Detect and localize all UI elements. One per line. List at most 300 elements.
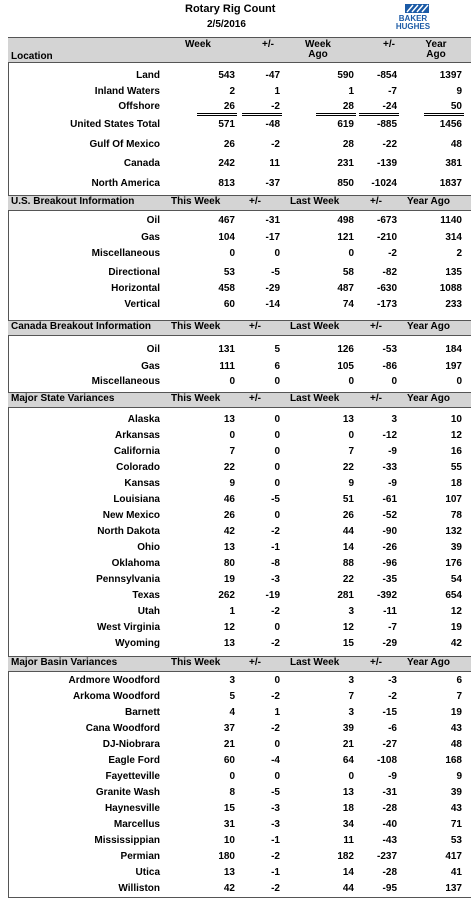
row-basin-cana-woodford-value-3: -6 bbox=[388, 723, 397, 734]
row-us-directional-value-3: -82 bbox=[382, 267, 397, 278]
row-basin-granite-wash-value-3: -31 bbox=[382, 787, 397, 798]
row-location-united-states-total-value-1: -48 bbox=[265, 119, 280, 130]
row-us-gas-value-3: -210 bbox=[376, 232, 397, 243]
row-state-new-mexico-value-1: 0 bbox=[274, 510, 280, 521]
row-location-north-america-value-0: 813 bbox=[218, 178, 235, 189]
row-basin-mississippian-label: Mississippian bbox=[94, 835, 160, 846]
row-state-california-value-2: 7 bbox=[348, 446, 354, 457]
section-title-basin: Major Basin Variances bbox=[11, 657, 118, 668]
row-basin-barnett-value-2: 3 bbox=[348, 707, 354, 718]
row-location-canada-value-2: 231 bbox=[337, 158, 354, 169]
row-canada-oil-label: Oil bbox=[146, 344, 160, 355]
row-state-new-mexico-value-0: 26 bbox=[223, 510, 235, 521]
row-canada-miscellaneous-value-3: 0 bbox=[391, 376, 397, 387]
row-basin-permian-value-4: 417 bbox=[445, 851, 462, 862]
row-basin-haynesville-value-2: 18 bbox=[342, 803, 354, 814]
row-basin-dj-niobrara-label: DJ-Niobrara bbox=[102, 739, 160, 750]
row-state-alaska-value-3: 3 bbox=[391, 414, 397, 425]
row-basin-granite-wash-value-2: 13 bbox=[342, 787, 354, 798]
row-state-west-virginia-value-3: -7 bbox=[388, 622, 397, 633]
row-location-offshore-label: Offshore bbox=[118, 101, 160, 112]
row-location-united-states-total-value-2: 619 bbox=[337, 119, 354, 130]
col-header-basin-3: +/- bbox=[370, 657, 382, 668]
row-state-new-mexico-value-3: -52 bbox=[382, 510, 397, 521]
row-state-kansas-value-2: 9 bbox=[348, 478, 354, 489]
row-basin-williston-label: Williston bbox=[118, 883, 160, 894]
row-location-gulf-of-mexico-label: Gulf Of Mexico bbox=[89, 139, 160, 150]
row-basin-utica-value-0: 13 bbox=[223, 867, 235, 878]
col-header-us-1: +/- bbox=[249, 196, 261, 207]
row-state-colorado-value-0: 22 bbox=[223, 462, 235, 473]
row-basin-fayetteville-value-3: -9 bbox=[388, 771, 397, 782]
row-basin-eagle-ford-value-3: -108 bbox=[376, 755, 397, 766]
row-canada-gas-value-0: 111 bbox=[219, 361, 235, 372]
row-state-arkansas-label: Arkansas bbox=[114, 430, 160, 441]
row-location-inland-waters-label: Inland Waters bbox=[94, 86, 160, 97]
row-basin-barnett-value-0: 4 bbox=[229, 707, 235, 718]
row-basin-arkoma-woodford-value-0: 5 bbox=[229, 691, 235, 702]
total-rule-1-b bbox=[242, 115, 282, 116]
col-header-us-3: +/- bbox=[370, 196, 382, 207]
row-basin-utica-value-4: 41 bbox=[450, 867, 462, 878]
row-state-oklahoma-value-1: -8 bbox=[271, 558, 280, 569]
row-state-kansas-value-0: 9 bbox=[229, 478, 235, 489]
row-basin-granite-wash-value-1: -5 bbox=[271, 787, 280, 798]
row-basin-barnett-label: Barnett bbox=[124, 707, 160, 718]
row-location-united-states-total-value-3: -885 bbox=[376, 119, 397, 130]
row-basin-marcellus-value-2: 34 bbox=[342, 819, 354, 830]
table-frame bbox=[8, 37, 471, 898]
row-us-vertical-value-0: 60 bbox=[223, 299, 235, 310]
row-location-gulf-of-mexico-value-1: -2 bbox=[271, 139, 280, 150]
row-state-ohio-value-3: -26 bbox=[382, 542, 397, 553]
row-basin-marcellus-value-4: 71 bbox=[450, 819, 462, 830]
row-us-horizontal-value-2: 487 bbox=[337, 283, 354, 294]
row-us-horizontal-value-4: 1088 bbox=[439, 283, 462, 294]
row-state-colorado-label: Colorado bbox=[116, 462, 160, 473]
row-location-land-value-4: 1397 bbox=[439, 70, 462, 81]
row-state-utah-value-4: 12 bbox=[450, 606, 462, 617]
logo-line2: HUGHES bbox=[395, 22, 431, 30]
row-state-west-virginia-value-2: 12 bbox=[342, 622, 354, 633]
row-us-miscellaneous-value-4: 2 bbox=[456, 248, 462, 259]
baker-hughes-logo bbox=[385, 4, 441, 30]
row-basin-utica-value-3: -28 bbox=[382, 867, 397, 878]
row-state-louisiana-value-2: 51 bbox=[342, 494, 354, 505]
row-state-oklahoma-value-0: 80 bbox=[223, 558, 235, 569]
row-us-miscellaneous-label: Miscellaneous bbox=[91, 248, 160, 259]
row-location-canada-value-4: 381 bbox=[445, 158, 462, 169]
row-basin-williston-value-1: -2 bbox=[271, 883, 280, 894]
row-state-utah-value-1: -2 bbox=[271, 606, 280, 617]
row-canada-oil-value-2: 126 bbox=[337, 344, 354, 355]
row-state-wyoming-label: Wyoming bbox=[115, 638, 160, 649]
total-rule-2-b bbox=[316, 115, 356, 116]
section-title-us: U.S. Breakout Information bbox=[11, 196, 135, 207]
row-canada-gas-value-3: -86 bbox=[382, 361, 397, 372]
row-us-directional-label: Directional bbox=[108, 267, 160, 278]
row-us-gas-value-2: 121 bbox=[337, 232, 354, 243]
col-header-basin-4: Year Ago bbox=[407, 657, 450, 668]
row-basin-utica-value-1: -1 bbox=[271, 867, 280, 878]
row-state-wyoming-value-2: 15 bbox=[342, 638, 354, 649]
row-state-pennsylvania-value-3: -35 bbox=[382, 574, 397, 585]
row-location-offshore-value-0: 26 bbox=[223, 101, 235, 112]
section-title-canada: Canada Breakout Information bbox=[11, 321, 152, 332]
row-us-vertical-value-1: -14 bbox=[265, 299, 280, 310]
row-basin-barnett-value-1: 1 bbox=[274, 707, 280, 718]
col-header-basin-2: Last Week bbox=[290, 657, 340, 668]
row-basin-dj-niobrara-value-3: -27 bbox=[382, 739, 397, 750]
row-location-canada-value-3: -139 bbox=[376, 158, 397, 169]
row-state-california-value-4: 16 bbox=[450, 446, 462, 457]
section-title-location: Location bbox=[11, 51, 53, 62]
report-date: 2/5/2016 bbox=[207, 19, 246, 30]
row-basin-cana-woodford-label: Cana Woodford bbox=[85, 723, 160, 734]
row-us-directional-value-4: 135 bbox=[445, 267, 462, 278]
row-us-miscellaneous-value-0: 0 bbox=[229, 248, 235, 259]
row-location-land-value-3: -854 bbox=[376, 70, 397, 81]
row-location-north-america-value-1: -37 bbox=[265, 178, 280, 189]
total-rule-4-b bbox=[424, 115, 464, 116]
row-state-pennsylvania-value-1: -3 bbox=[271, 574, 280, 585]
row-state-wyoming-value-3: -29 bbox=[382, 638, 397, 649]
row-state-ohio-value-4: 39 bbox=[450, 542, 462, 553]
row-canada-gas-value-1: 6 bbox=[274, 361, 280, 372]
row-basin-cana-woodford-value-2: 39 bbox=[342, 723, 354, 734]
row-state-alaska-label: Alaska bbox=[127, 414, 160, 425]
row-basin-eagle-ford-label: Eagle Ford bbox=[108, 755, 160, 766]
row-state-kansas-label: Kansas bbox=[124, 478, 160, 489]
row-state-west-virginia-value-4: 19 bbox=[450, 622, 462, 633]
col-header-canada-1: +/- bbox=[249, 321, 261, 332]
row-state-west-virginia-label: West Virginia bbox=[97, 622, 160, 633]
row-us-vertical-value-4: 233 bbox=[445, 299, 462, 310]
row-state-california-label: California bbox=[113, 446, 160, 457]
col-header-basin-0: This Week bbox=[171, 657, 221, 668]
row-state-kansas-value-4: 18 bbox=[450, 478, 462, 489]
row-location-north-america-value-2: 850 bbox=[337, 178, 354, 189]
row-us-vertical-value-2: 74 bbox=[342, 299, 354, 310]
col-header-canada-0: This Week bbox=[171, 321, 221, 332]
row-basin-granite-wash-label: Granite Wash bbox=[95, 787, 160, 798]
row-location-land-label: Land bbox=[136, 70, 160, 81]
row-basin-fayetteville-value-1: 0 bbox=[274, 771, 280, 782]
row-basin-williston-value-4: 137 bbox=[445, 883, 462, 894]
row-basin-ardmore-woodford-label: Ardmore Woodford bbox=[68, 675, 160, 686]
total-rule-0-b bbox=[197, 115, 237, 116]
row-basin-eagle-ford-value-2: 64 bbox=[342, 755, 354, 766]
row-canada-miscellaneous-value-0: 0 bbox=[229, 376, 235, 387]
row-us-gas-value-4: 314 bbox=[445, 232, 462, 243]
row-state-pennsylvania-label: Pennsylvania bbox=[96, 574, 160, 585]
row-state-pennsylvania-value-2: 22 bbox=[342, 574, 354, 585]
logo-line1: BAKER bbox=[398, 14, 428, 23]
row-us-gas-value-0: 104 bbox=[218, 232, 235, 243]
row-basin-ardmore-woodford-value-4: 6 bbox=[456, 675, 462, 686]
row-basin-marcellus-label: Marcellus bbox=[113, 819, 160, 830]
row-state-arkansas-value-0: 0 bbox=[229, 430, 235, 441]
row-us-oil-value-3: -673 bbox=[376, 215, 397, 226]
row-location-gulf-of-mexico-value-3: -22 bbox=[382, 139, 397, 150]
row-us-miscellaneous-value-3: -2 bbox=[388, 248, 397, 259]
row-basin-cana-woodford-value-0: 37 bbox=[223, 723, 235, 734]
row-location-offshore-value-3: -24 bbox=[382, 101, 397, 112]
col-header-state-4: Year Ago bbox=[407, 393, 450, 404]
row-us-oil-value-4: 1140 bbox=[440, 215, 462, 226]
row-basin-permian-value-2: 182 bbox=[337, 851, 354, 862]
row-basin-marcellus-value-1: -3 bbox=[271, 819, 280, 830]
total-rule-4 bbox=[424, 113, 464, 114]
row-basin-ardmore-woodford-value-2: 3 bbox=[348, 675, 354, 686]
row-basin-ardmore-woodford-value-3: -3 bbox=[388, 675, 397, 686]
row-state-north-dakota-value-0: 42 bbox=[223, 526, 235, 537]
row-state-arkansas-value-3: -12 bbox=[382, 430, 397, 441]
row-state-texas-value-0: 262 bbox=[218, 590, 235, 601]
row-location-north-america-value-3: -1024 bbox=[371, 178, 397, 189]
row-basin-granite-wash-value-4: 39 bbox=[450, 787, 462, 798]
row-state-colorado-value-2: 22 bbox=[342, 462, 354, 473]
col-header-state-0: This Week bbox=[171, 393, 221, 404]
row-basin-fayetteville-label: Fayetteville bbox=[105, 771, 160, 782]
row-basin-haynesville-value-1: -3 bbox=[271, 803, 280, 814]
row-basin-barnett-value-3: -15 bbox=[382, 707, 397, 718]
row-location-canada-value-0: 242 bbox=[218, 158, 235, 169]
total-rule-3-b bbox=[359, 115, 399, 116]
row-location-land-value-1: -47 bbox=[265, 70, 280, 81]
row-basin-dj-niobrara-value-2: 21 bbox=[342, 739, 354, 750]
row-state-ohio-label: Ohio bbox=[137, 542, 160, 553]
col-header-state-1: +/- bbox=[249, 393, 261, 404]
col-header-us-2: Last Week bbox=[290, 196, 340, 207]
row-location-land-value-0: 543 bbox=[218, 70, 235, 81]
row-location-inland-waters-value-1: 1 bbox=[274, 86, 280, 97]
row-basin-williston-value-3: -95 bbox=[382, 883, 397, 894]
row-us-horizontal-value-1: -29 bbox=[265, 283, 280, 294]
row-state-north-dakota-value-2: 44 bbox=[342, 526, 354, 537]
row-us-directional-value-1: -5 bbox=[271, 267, 280, 278]
row-state-kansas-value-3: -9 bbox=[388, 478, 397, 489]
row-us-oil-label: Oil bbox=[146, 215, 160, 226]
row-basin-ardmore-woodford-value-1: 0 bbox=[274, 675, 280, 686]
row-state-wyoming-value-0: 13 bbox=[223, 638, 235, 649]
row-location-gulf-of-mexico-value-2: 28 bbox=[342, 139, 354, 150]
row-us-miscellaneous-value-2: 0 bbox=[348, 248, 354, 259]
row-state-north-dakota-value-1: -2 bbox=[271, 526, 280, 537]
row-state-kansas-value-1: 0 bbox=[274, 478, 280, 489]
col-header-us-0: This Week bbox=[171, 196, 221, 207]
row-location-land-value-2: 590 bbox=[337, 70, 354, 81]
row-us-oil-value-1: -31 bbox=[265, 215, 280, 226]
row-state-oklahoma-value-4: 176 bbox=[445, 558, 462, 569]
row-state-louisiana-value-0: 46 bbox=[223, 494, 235, 505]
row-basin-arkoma-woodford-value-1: -2 bbox=[271, 691, 280, 702]
row-location-north-america-label: North America bbox=[91, 178, 160, 189]
row-location-offshore-value-1: -2 bbox=[271, 101, 280, 112]
row-state-louisiana-value-3: -61 bbox=[382, 494, 397, 505]
row-canada-miscellaneous-value-2: 0 bbox=[348, 376, 354, 387]
row-state-utah-value-2: 3 bbox=[348, 606, 354, 617]
row-us-vertical-label: Vertical bbox=[124, 299, 160, 310]
row-canada-miscellaneous-value-4: 0 bbox=[456, 376, 462, 387]
row-us-horizontal-value-0: 458 bbox=[218, 283, 235, 294]
col-header-state-2: Last Week bbox=[290, 393, 340, 404]
row-state-utah-label: Utah bbox=[137, 606, 160, 617]
row-state-pennsylvania-value-0: 19 bbox=[223, 574, 235, 585]
row-state-west-virginia-value-1: 0 bbox=[274, 622, 280, 633]
row-basin-haynesville-label: Haynesville bbox=[104, 803, 160, 814]
row-state-california-value-3: -9 bbox=[388, 446, 397, 457]
row-basin-permian-label: Permian bbox=[120, 851, 160, 862]
row-us-oil-value-0: 467 bbox=[218, 215, 235, 226]
row-state-colorado-value-4: 55 bbox=[450, 462, 462, 473]
col-header-location-4-b: Ago bbox=[426, 49, 446, 60]
row-basin-ardmore-woodford-value-0: 3 bbox=[229, 675, 235, 686]
row-basin-dj-niobrara-value-4: 48 bbox=[450, 739, 462, 750]
row-basin-haynesville-value-4: 43 bbox=[450, 803, 462, 814]
row-state-texas-value-4: 654 bbox=[445, 590, 462, 601]
row-basin-eagle-ford-value-4: 168 bbox=[445, 755, 462, 766]
row-state-arkansas-value-4: 12 bbox=[450, 430, 462, 441]
col-header-canada-2: Last Week bbox=[290, 321, 340, 332]
row-location-united-states-total-value-0: 571 bbox=[218, 119, 235, 130]
row-basin-haynesville-value-3: -28 bbox=[382, 803, 397, 814]
row-basin-arkoma-woodford-value-4: 7 bbox=[456, 691, 462, 702]
report-title: Rotary Rig Count bbox=[185, 3, 276, 15]
row-canada-oil-value-0: 131 bbox=[218, 344, 235, 355]
row-state-arkansas-value-1: 0 bbox=[274, 430, 280, 441]
row-location-offshore-value-2: 28 bbox=[342, 101, 354, 112]
col-header-canada-4: Year Ago bbox=[407, 321, 450, 332]
row-state-ohio-value-2: 14 bbox=[342, 542, 354, 553]
row-basin-eagle-ford-value-1: -4 bbox=[271, 755, 280, 766]
row-state-colorado-value-1: 0 bbox=[274, 462, 280, 473]
row-location-north-america-value-4: 1837 bbox=[439, 178, 462, 189]
row-basin-dj-niobrara-value-0: 21 bbox=[223, 739, 235, 750]
row-state-new-mexico-value-4: 78 bbox=[450, 510, 462, 521]
row-state-texas-label: Texas bbox=[132, 590, 160, 601]
row-canada-miscellaneous-label: Miscellaneous bbox=[91, 376, 160, 387]
row-state-texas-value-1: -19 bbox=[265, 590, 280, 601]
row-us-directional-value-2: 58 bbox=[342, 267, 354, 278]
row-location-united-states-total-label: United States Total bbox=[70, 119, 160, 130]
col-header-basin-1: +/- bbox=[249, 657, 261, 668]
col-header-us-4: Year Ago bbox=[407, 196, 450, 207]
row-state-new-mexico-label: New Mexico bbox=[102, 510, 160, 521]
col-header-location-4: Year bbox=[425, 39, 447, 50]
col-header-location-1: +/- bbox=[262, 39, 274, 50]
row-canada-gas-value-2: 105 bbox=[337, 361, 354, 372]
row-state-pennsylvania-value-4: 54 bbox=[450, 574, 462, 585]
row-state-alaska-value-1: 0 bbox=[274, 414, 280, 425]
row-us-oil-value-2: 498 bbox=[337, 215, 354, 226]
row-location-inland-waters-value-4: 9 bbox=[456, 86, 462, 97]
row-state-arkansas-value-2: 0 bbox=[348, 430, 354, 441]
row-canada-miscellaneous-value-1: 0 bbox=[274, 376, 280, 387]
row-canada-gas-value-4: 197 bbox=[445, 361, 462, 372]
row-state-california-value-1: 0 bbox=[274, 446, 280, 457]
row-basin-eagle-ford-value-0: 60 bbox=[223, 755, 235, 766]
row-basin-mississippian-value-1: -1 bbox=[271, 835, 280, 846]
row-basin-mississippian-value-4: 53 bbox=[450, 835, 462, 846]
row-state-california-value-0: 7 bbox=[229, 446, 235, 457]
row-basin-permian-value-0: 180 bbox=[218, 851, 235, 862]
row-location-canada-label: Canada bbox=[123, 158, 160, 169]
row-us-horizontal-value-3: -630 bbox=[376, 283, 397, 294]
row-basin-utica-value-2: 14 bbox=[342, 867, 354, 878]
row-basin-marcellus-value-0: 31 bbox=[223, 819, 235, 830]
row-state-alaska-value-2: 13 bbox=[342, 414, 354, 425]
row-basin-arkoma-woodford-label: Arkoma Woodford bbox=[72, 691, 160, 702]
row-location-gulf-of-mexico-value-0: 26 bbox=[223, 139, 235, 150]
row-state-alaska-value-4: 10 bbox=[450, 414, 462, 425]
row-state-texas-value-3: -392 bbox=[376, 590, 397, 601]
row-basin-williston-value-2: 44 bbox=[342, 883, 354, 894]
col-header-location-0: Week bbox=[185, 39, 211, 50]
row-us-horizontal-label: Horizontal bbox=[111, 283, 160, 294]
row-location-united-states-total-value-4: 1456 bbox=[439, 119, 462, 130]
row-basin-arkoma-woodford-value-2: 7 bbox=[348, 691, 354, 702]
row-us-directional-value-0: 53 bbox=[223, 267, 235, 278]
row-state-louisiana-value-1: -5 bbox=[271, 494, 280, 505]
row-us-miscellaneous-value-1: 0 bbox=[274, 248, 280, 259]
row-basin-permian-value-1: -2 bbox=[271, 851, 280, 862]
row-basin-fayetteville-value-4: 9 bbox=[456, 771, 462, 782]
row-basin-cana-woodford-value-4: 43 bbox=[450, 723, 462, 734]
row-state-oklahoma-value-2: 88 bbox=[342, 558, 354, 569]
row-state-texas-value-2: 281 bbox=[337, 590, 354, 601]
section-title-state: Major State Variances bbox=[11, 393, 115, 404]
row-state-louisiana-label: Louisiana bbox=[113, 494, 160, 505]
col-header-location-2: Week bbox=[305, 39, 331, 50]
row-basin-haynesville-value-0: 15 bbox=[223, 803, 235, 814]
row-location-offshore-value-4: 50 bbox=[450, 101, 462, 112]
row-basin-mississippian-value-3: -43 bbox=[382, 835, 397, 846]
row-us-vertical-value-3: -173 bbox=[376, 299, 397, 310]
col-header-location-3: +/- bbox=[383, 39, 395, 50]
row-basin-utica-label: Utica bbox=[135, 867, 160, 878]
row-basin-williston-value-0: 42 bbox=[223, 883, 235, 894]
row-canada-gas-label: Gas bbox=[141, 361, 160, 372]
row-basin-barnett-value-4: 19 bbox=[450, 707, 462, 718]
row-state-alaska-value-0: 13 bbox=[223, 414, 235, 425]
row-us-gas-label: Gas bbox=[141, 232, 160, 243]
row-state-west-virginia-value-0: 12 bbox=[223, 622, 235, 633]
row-location-canada-value-1: 11 bbox=[269, 158, 280, 169]
row-basin-permian-value-3: -237 bbox=[376, 851, 397, 862]
row-state-utah-value-0: 1 bbox=[229, 606, 235, 617]
row-location-inland-waters-value-2: 1 bbox=[348, 86, 354, 97]
row-canada-oil-value-3: -53 bbox=[382, 344, 397, 355]
row-basin-mississippian-value-2: 11 bbox=[343, 835, 354, 846]
row-state-oklahoma-label: Oklahoma bbox=[111, 558, 160, 569]
row-basin-cana-woodford-value-1: -2 bbox=[271, 723, 280, 734]
row-state-colorado-value-3: -33 bbox=[382, 462, 397, 473]
total-rule-0 bbox=[197, 113, 237, 114]
row-state-utah-value-3: -11 bbox=[383, 606, 397, 617]
row-basin-fayetteville-value-0: 0 bbox=[229, 771, 235, 782]
row-us-gas-value-1: -17 bbox=[265, 232, 280, 243]
row-state-new-mexico-value-2: 26 bbox=[342, 510, 354, 521]
total-rule-2 bbox=[316, 113, 356, 114]
row-state-oklahoma-value-3: -96 bbox=[382, 558, 397, 569]
row-state-ohio-value-0: 13 bbox=[223, 542, 235, 553]
row-location-gulf-of-mexico-value-4: 48 bbox=[450, 139, 462, 150]
row-basin-granite-wash-value-0: 8 bbox=[229, 787, 235, 798]
col-header-canada-3: +/- bbox=[370, 321, 382, 332]
total-rule-3 bbox=[359, 113, 399, 114]
row-basin-arkoma-woodford-value-3: -2 bbox=[388, 691, 397, 702]
